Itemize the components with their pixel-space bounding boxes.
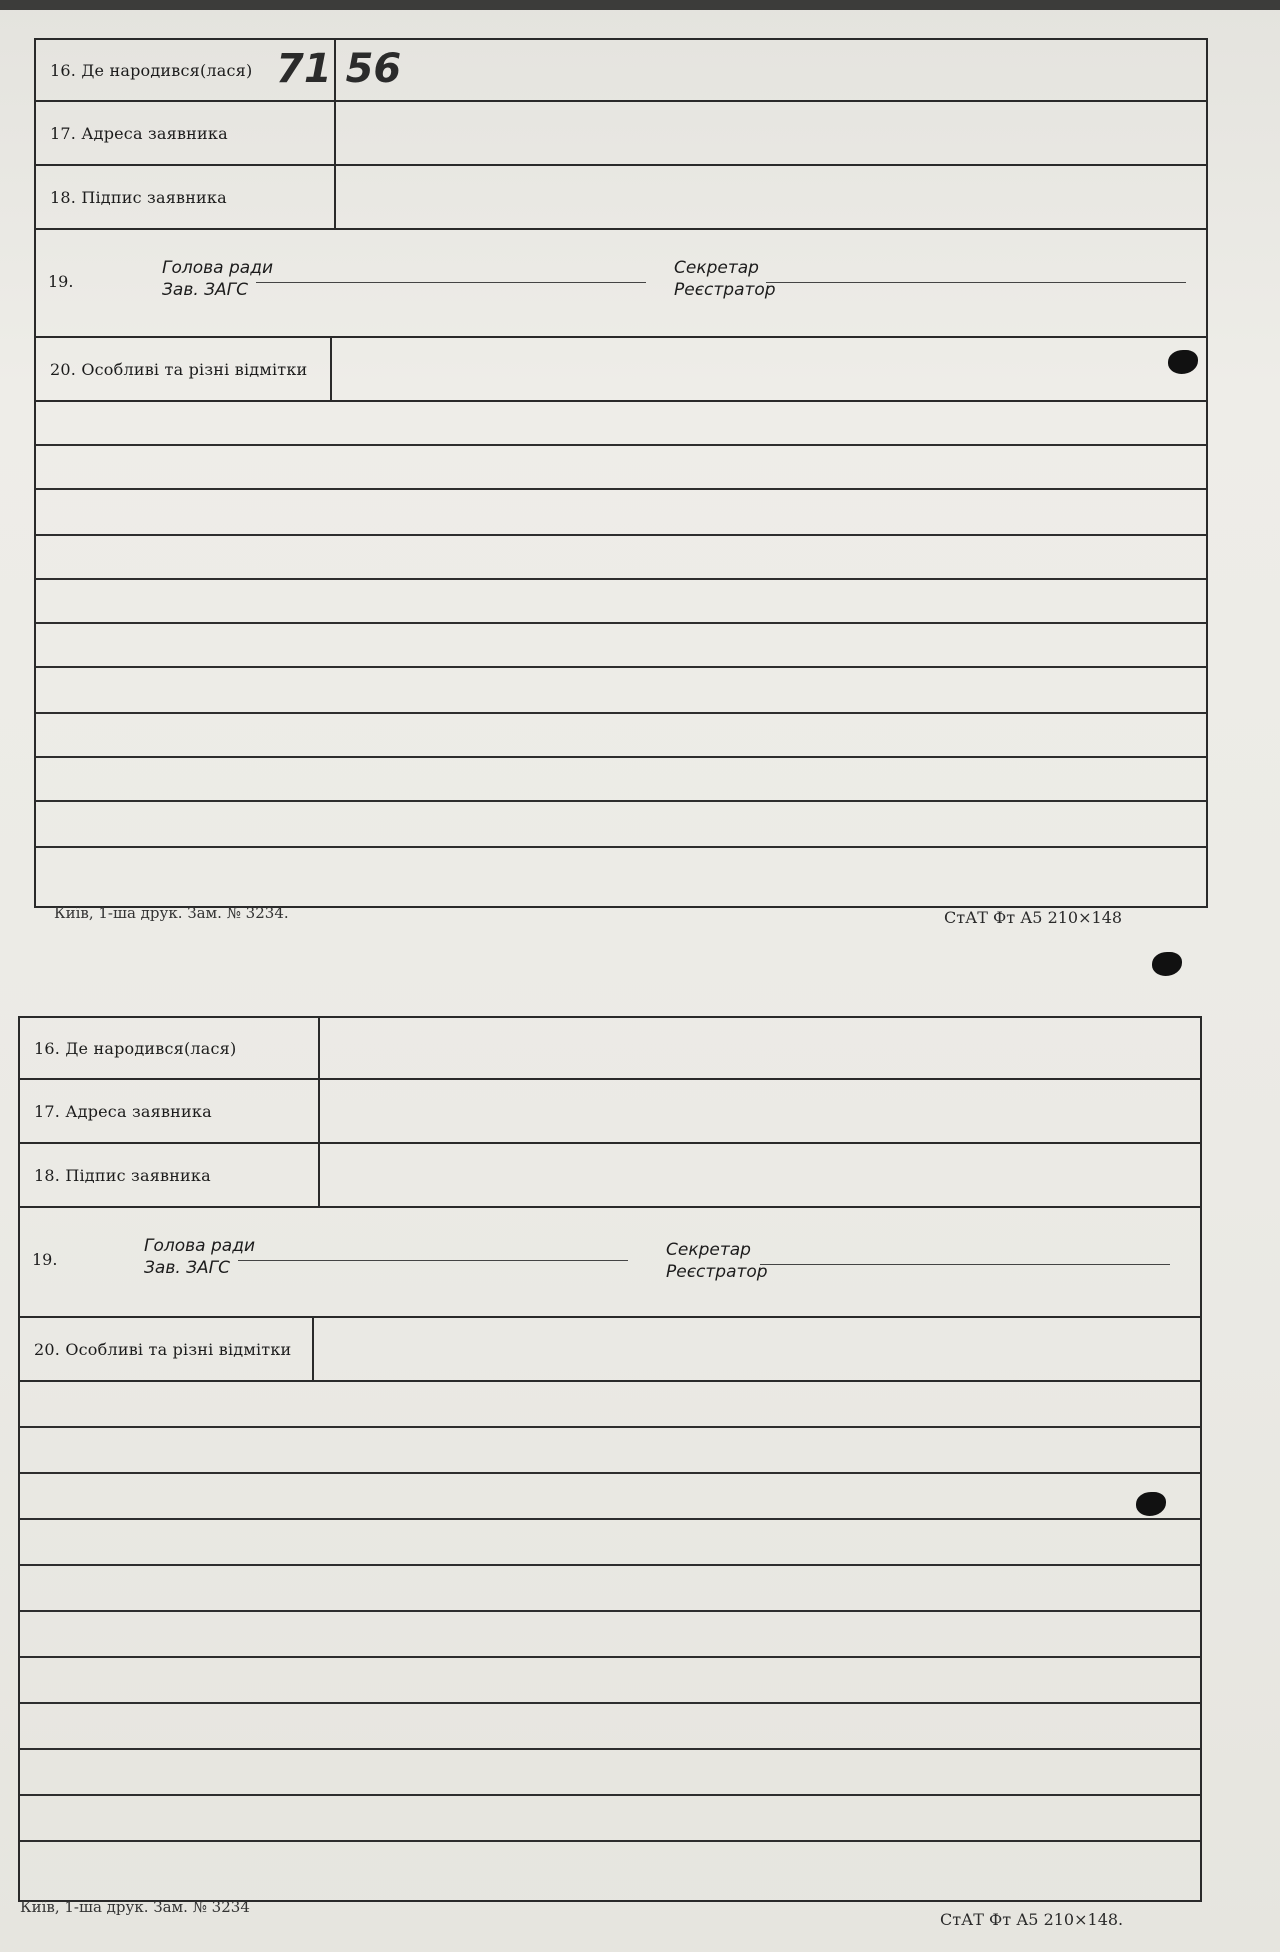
council-head-label: Голова ради [162,258,273,278]
secretary-label: Секретар [666,1240,751,1260]
row-officials [20,1208,1200,1318]
note-line [36,666,1206,668]
note-line [36,800,1206,802]
row-applicant-signature [36,166,1206,230]
note-line [20,1610,1200,1612]
applicant-signature-label: 18. Підпис заявника [20,1144,320,1206]
zags-head-label: Зав. ЗАГС [144,1258,231,1278]
birthplace-label: 16. Де народився(лася) [36,40,336,100]
zags-head-label: Зав. ЗАГС [162,280,249,300]
form-sheet-1 [34,38,1208,908]
note-line [20,1656,1200,1658]
print-info: Київ, 1-ша друк. Зам. № 3234. [54,904,289,922]
form-code: СтАТ Фт А5 210×148. [940,1910,1124,1929]
row-applicant-signature [20,1144,1200,1208]
note-line [36,756,1206,758]
birthplace-label: 16. Де народився(лася) [20,1018,320,1078]
note-line [20,1426,1200,1428]
row-applicant-address [36,102,1206,166]
head-signature-line [238,1260,628,1261]
note-line [36,712,1206,714]
secretary-label: Секретар [674,258,759,278]
secretary-signature-line [760,1264,1170,1265]
row-birthplace [20,1018,1200,1080]
note-line [36,578,1206,580]
applicant-address-label: 17. Адреса заявника [20,1080,320,1142]
form-code: СтАТ Фт А5 210×148 [944,908,1123,927]
head-signature-line [256,282,646,283]
council-head-label: Голова ради [144,1236,255,1256]
punch-hole [1152,952,1182,976]
note-line [20,1472,1200,1474]
note-line [36,488,1206,490]
birthplace-handwritten-value: 71 56 [276,46,402,92]
row19-number: 19. [32,1250,58,1269]
note-line [20,1702,1200,1704]
registrar-label: Реєстратор [674,280,776,300]
note-line [36,444,1206,446]
row-birthplace [36,40,1206,102]
secretary-signature-line [766,282,1186,283]
note-line [20,1564,1200,1566]
registrar-label: Реєстратор [666,1262,768,1282]
special-notes-label: 20. Особливі та різні відмітки [36,338,332,400]
row-special-notes [20,1318,1200,1382]
form-sheet-2 [18,1016,1202,1902]
note-line [20,1794,1200,1796]
page-edge [0,0,1280,10]
print-info: Київ, 1-ша друк. Зам. № 3234 [20,1898,250,1916]
note-line [36,534,1206,536]
applicant-address-label: 17. Адреса заявника [36,102,336,164]
note-line [36,622,1206,624]
applicant-signature-label: 18. Підпис заявника [36,166,336,228]
row19-number: 19. [48,272,74,291]
special-notes-label: 20. Особливі та різні відмітки [20,1318,314,1380]
note-line [36,846,1206,848]
row-special-notes [36,338,1206,402]
note-line [20,1748,1200,1750]
row-applicant-address [20,1080,1200,1144]
note-line [20,1840,1200,1842]
row-officials [36,230,1206,338]
note-line [20,1518,1200,1520]
